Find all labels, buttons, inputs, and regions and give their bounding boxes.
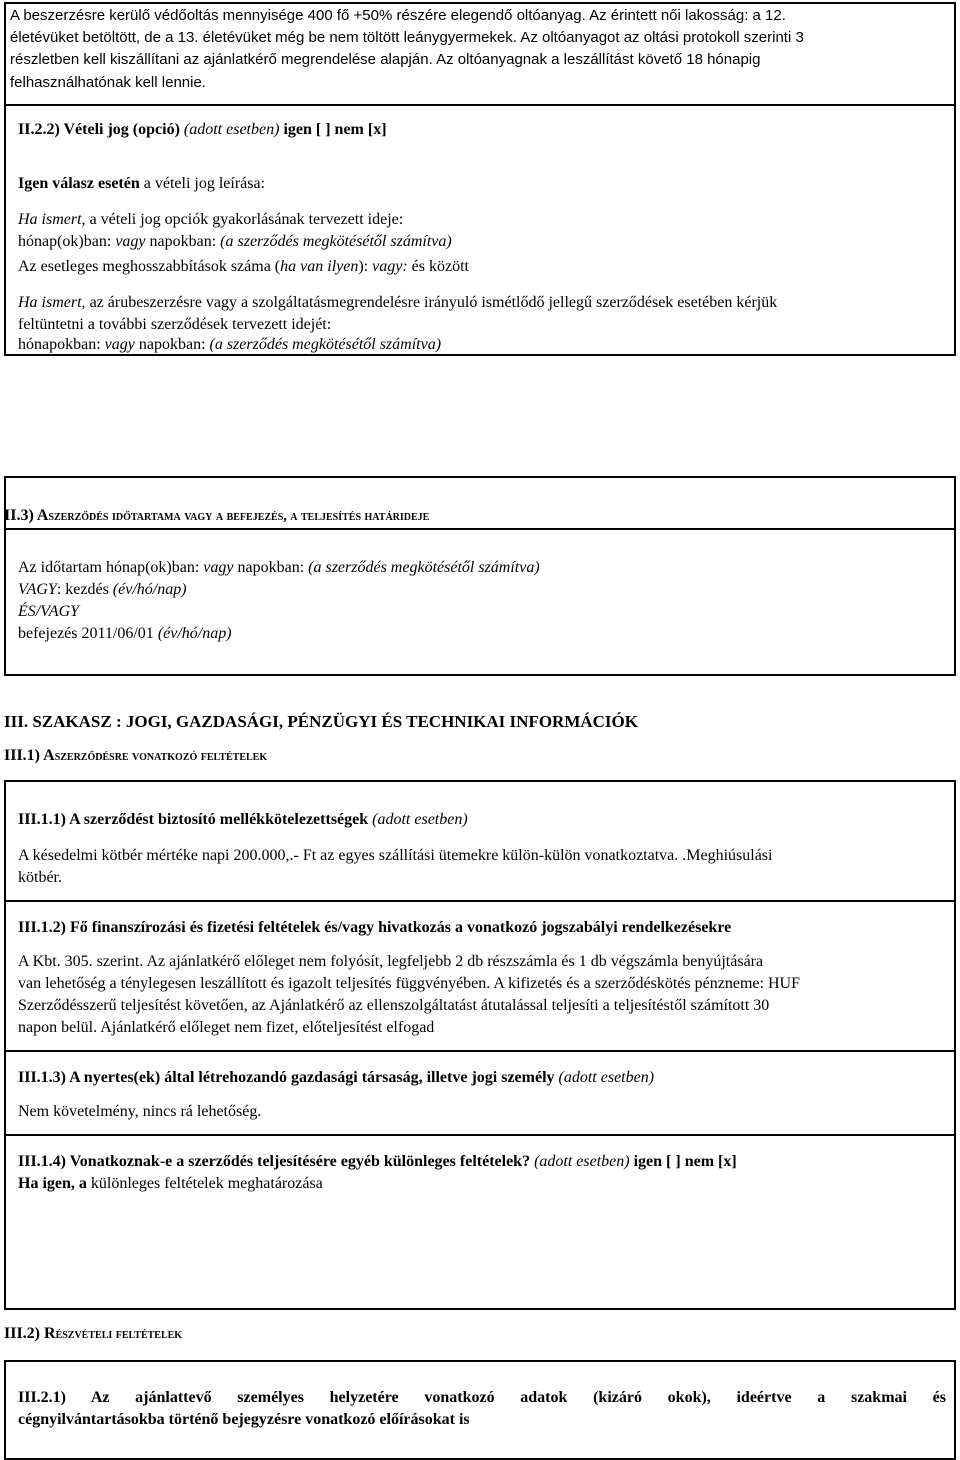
ha-ismert-line: Ha ismert, a vételi jog opciók gyakorlásának tervezett ideje: (18, 211, 404, 228)
quantity-line-1: A beszerzésre kerülő védőoltás mennyisége 400 fő +50% részére elegendő oltóanyag. Az érintett női lakosság: a 12. (10, 7, 786, 24)
duration-line-4: befejezés 2011/06/01 (év/hó/nap) (18, 625, 232, 642)
b312-line-1: A Kbt. 305. szerint. Az ajánlatkérő előleget nem folyósít, legfeljebb 2 db részszámla és 1 db végszámla benyújtására (18, 953, 764, 970)
duration-line-2: VAGY: kezdés (év/hó/nap) (18, 581, 187, 598)
duration-line-1: Az időtartam hónap(ok)ban: vagy napokban: (a szerződés megkötésétől számítva) (18, 559, 540, 576)
duration-box (4, 476, 956, 676)
b313-heading: III.1.3) A nyertes(ek) által létrehozandó gazdasági társaság, illetve jogi személy (adott esetben) (18, 1069, 655, 1086)
option-box (4, 104, 956, 356)
section3-subheading: III.1) Aszerződésre vonatkozó feltételek (4, 747, 268, 764)
section31-box (4, 780, 956, 1310)
quantity-line-3: részletben kell kiszállítani az ajánlatkérő megrendelése alapján. Az oltóanyagnak a leszállítást követő 18 hónapig (10, 51, 761, 68)
b313-line-1: Nem követelmény, nincs rá lehetőség. (18, 1103, 262, 1120)
b312-line-3: Szerződésszerű teljesítést követően, az Ajánlatkérő az ellenszolgáltatást átutalással teljesíti a teljesítéstől számított 30 (18, 997, 770, 1014)
duration-line-3: ÉS/VAGY (18, 603, 80, 620)
b314-heading: III.1.4) Vonatkoznak-e a szerződés teljesítésére egyéb különleges feltételek? (adott esetben) igen [ ] nem [x] (18, 1153, 737, 1170)
quantity-box (4, 2, 956, 106)
b312-heading: III.1.2) Fő finanszírozási és fizetési feltételek és/vagy hivatkozás a vonatkozó jogszabályi rendelkezésekre (18, 919, 732, 936)
igen-line: Igen válasz esetén a vételi jog leírása: (18, 175, 266, 192)
b312-line-4: napon belül. Ajánlatkérő előleget nem fizet, előteljesítést elfogad (18, 1019, 435, 1036)
section32-heading: III.2) Részvételi feltételek (4, 1325, 183, 1342)
b321-line-1: III.2.1) Az ajánlattevő személyes helyzetére vonatkozó adatok (kizáró okok), ideértve a szakmai és (18, 1389, 946, 1406)
b311-line-2: kötbér. (18, 869, 62, 886)
option-heading: II.2.2) Vételi jog (opció) (adott esetben) igen [ ] nem [x] (18, 121, 387, 138)
honap-line: hónap(ok)ban: vagy napokban: (a szerződés megkötésétől számítva) (18, 233, 452, 250)
ismert2-line-3: hónapokban: vagy napokban: (a szerződés megkötésétől számítva) (18, 336, 442, 353)
b311-heading: III.1.1) A szerződést biztosító mellékkötelezettségek (adott esetben) (18, 811, 468, 828)
quantity-line-2: életévüket betöltött, de a 13. életévüket még be nem töltött leánygyermekek. Az oltóanyagot az oltási protokoll szerinti 3 (10, 29, 804, 46)
esetleges-line: Az esetleges meghosszabbítások száma (ha van ilyen): vagy: és között (18, 258, 469, 275)
b312-line-2: van lehetőség a ténylegesen leszállított és igazolt teljesítés függvényében. A kifizetés és a szerződéskötés pénzneme: HUF (18, 975, 800, 992)
b314-line: Ha igen, a különleges feltételek meghatározása (18, 1175, 323, 1192)
b321-line-2: cégnyilvántartásokba történő bejegyzésre vonatkozó előírásokat is (18, 1411, 470, 1428)
section3-title: III. SZAKASZ : JOGI, GAZDASÁGI, PÉNZÜGYI ÉS TECHNIKAI INFORMÁCIÓK (4, 712, 638, 731)
quantity-line-4: felhasználhatónak kell lennie. (10, 74, 206, 91)
b311-line-1: A késedelmi kötbér mértéke napi 200.000,.- Ft az egyes szállítási ütemekre külön-külön vonatkoztatva. .Meghiúsulási (18, 847, 773, 864)
ismert2-line-2: feltüntetni a további szerződések tervezett idejét: (18, 316, 332, 333)
duration-heading: II.3) Aszerződés időtartama vagy a befejezés, a teljesítés határideje (4, 507, 430, 524)
ismert2-line: Ha ismert, az árubeszerzésre vagy a szolgáltatásmegrendelésre irányuló ismétlődő jellegű szerződések esetében kérjük (18, 294, 778, 311)
b321-box (4, 1360, 956, 1460)
